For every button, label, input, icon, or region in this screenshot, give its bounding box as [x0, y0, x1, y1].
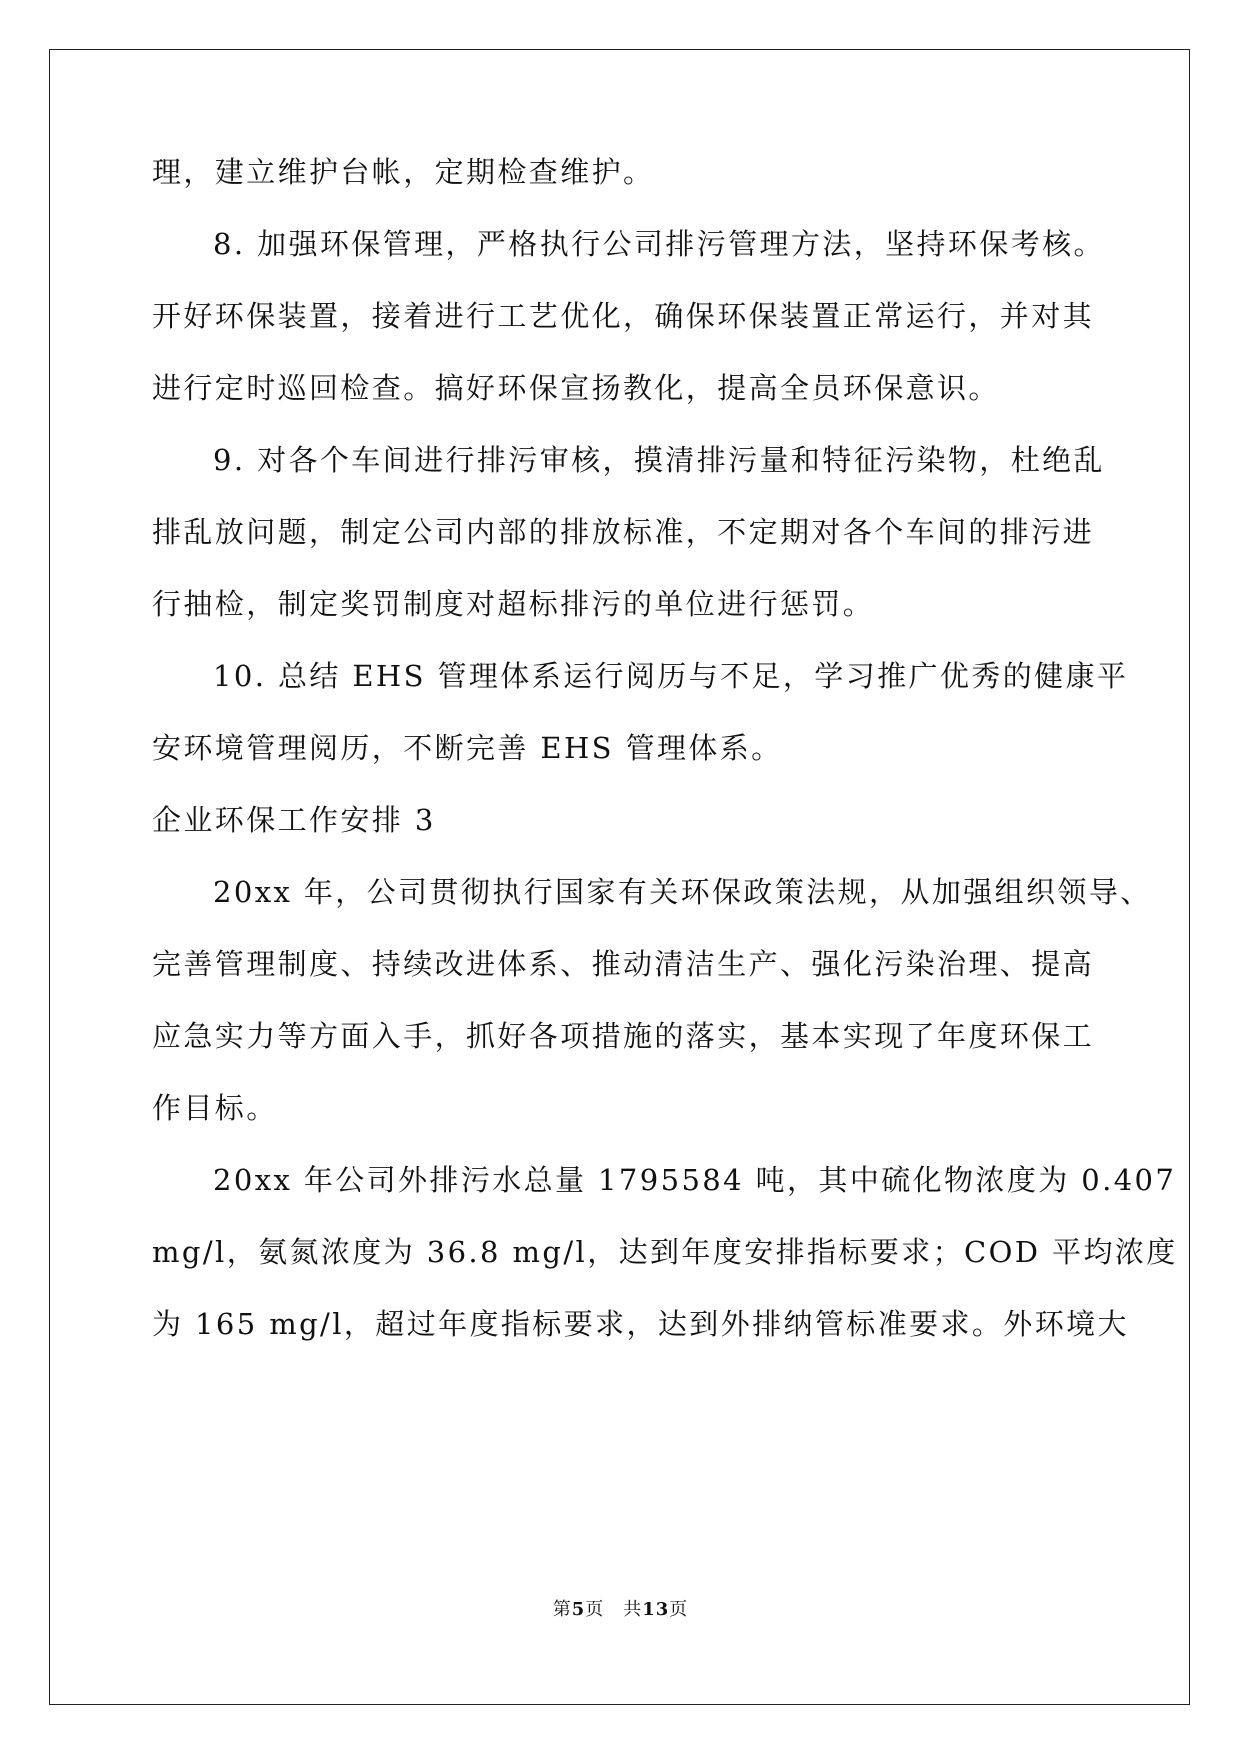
text-line: 排乱放问题，制定公司内部的排放标准，不定期对各个车间的排污进 [152, 515, 1095, 549]
text-line: 20xx 年公司外排污水总量 1795584 吨，其中硫化物浓度为 0.407 [213, 1163, 1177, 1197]
page-number: 5 [571, 1599, 586, 1620]
text-line: 行抽检，制定奖罚制度对超标排污的单位进行惩罚。 [152, 587, 875, 621]
text-line: 完善管理制度、持续改进体系、推动清洁生产、强化污染治理、提高 [152, 947, 1095, 981]
text-line: 应急实力等方面入手，抓好各项措施的落实，基本实现了年度环保工 [152, 1019, 1095, 1053]
text-line: 理，建立维护台帐，定期检查维护。 [152, 155, 655, 189]
section-heading: 企业环保工作安排 3 [152, 803, 436, 837]
text-line: 10. 总结 EHS 管理体系运行阅历与不足，学习推广优秀的健康平 [213, 659, 1129, 693]
footer-mid: 页 共 [585, 1599, 643, 1620]
text-line: 20xx 年，公司贯彻执行国家有关环保政策法规，从加强组织领导、 [213, 875, 1152, 909]
page-footer [0, 1595, 1241, 1621]
text-line: 进行定时巡回检查。搞好环保宣扬教化，提高全员环保意识。 [152, 371, 1000, 405]
text-line: 作目标。 [152, 1091, 278, 1125]
text-line: 8. 加强环保管理，严格执行公司排污管理方法，坚持环保考核。 [213, 227, 1105, 261]
text-line: 9. 对各个车间进行排污审核，摸清排污量和特征污染物，杜绝乱 [213, 443, 1105, 477]
text-line: 开好环保装置，接着进行工艺优化，确保环保装置正常运行，并对其 [152, 299, 1095, 333]
text-line: mg/l，氨氮浓度为 36.8 mg/l，达到年度安排指标要求；COD 平均浓度 [152, 1235, 1178, 1269]
text-line: 为 165 mg/l，超过年度指标要求，达到外排纳管标准要求。外环境大 [152, 1307, 1129, 1341]
footer-prefix: 第 [552, 1599, 572, 1620]
text-line: 安环境管理阅历，不断完善 EHS 管理体系。 [152, 731, 783, 765]
total-pages: 13 [642, 1599, 670, 1620]
footer-suffix: 页 [669, 1599, 689, 1620]
